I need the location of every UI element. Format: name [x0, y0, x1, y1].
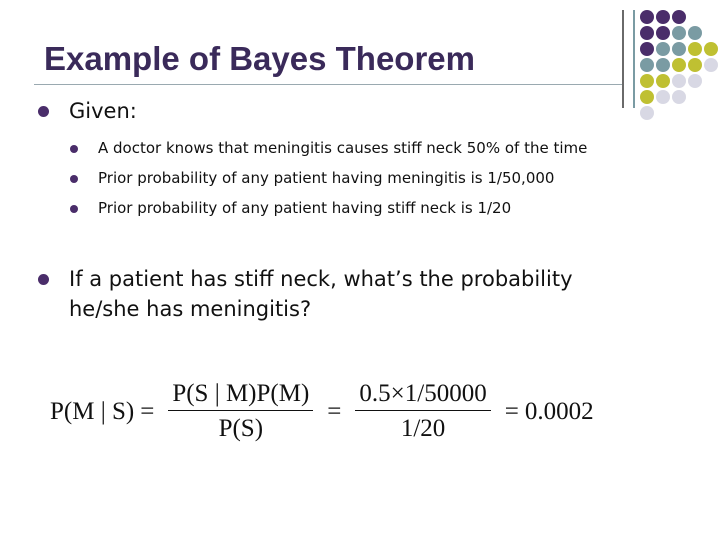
decorative-vertical-line	[622, 10, 624, 108]
decorative-dot	[672, 10, 686, 24]
decorative-dot	[640, 26, 654, 40]
decorative-dot	[656, 42, 670, 56]
decorative-dot	[640, 10, 654, 24]
given-item-text: Prior probability of any patient having meningitis is 1/50,000	[98, 169, 555, 187]
bayes-formula	[50, 380, 594, 443]
fraction-numerator: P(S | M)P(M)	[168, 380, 313, 411]
given-label: Given:	[69, 99, 137, 123]
decorative-dot	[640, 90, 654, 104]
decorative-dot	[672, 42, 686, 56]
decorative-dot	[640, 106, 654, 120]
title-underline	[34, 84, 622, 85]
decorative-dot	[688, 26, 702, 40]
decorative-dot	[688, 74, 702, 88]
formula-lhs: P(M | S)	[50, 397, 135, 425]
decorative-dot	[688, 42, 702, 56]
question-line: If a patient has stiff neck, what’s the probability	[69, 267, 573, 291]
decorative-dot	[672, 90, 686, 104]
decorative-dot	[640, 42, 654, 56]
question-line: he/she has meningitis?	[69, 297, 312, 321]
fraction-numerator: 0.5×1/50000	[355, 380, 490, 411]
slide-title: Example of Bayes Theorem	[44, 40, 475, 77]
decorative-dot	[656, 58, 670, 72]
bullet-given	[38, 96, 137, 126]
question-text	[69, 264, 573, 324]
decorative-dot	[672, 58, 686, 72]
decorative-dot	[640, 58, 654, 72]
decorative-dot	[672, 26, 686, 40]
bullet-dot	[38, 274, 49, 285]
decorative-dot	[656, 90, 670, 104]
formula-equals: =	[140, 397, 155, 425]
bullet-dot	[70, 145, 78, 153]
formula-fraction-1	[168, 380, 313, 443]
decorative-dot	[672, 74, 686, 88]
formula-equals: =	[327, 397, 342, 425]
given-item-text: A doctor knows that meningitis causes stiff neck 50% of the time	[98, 139, 588, 157]
fraction-denominator: P(S)	[218, 415, 264, 442]
decorative-vertical-line	[633, 10, 635, 108]
given-item-text: Prior probability of any patient having stiff neck is 1/20	[98, 199, 512, 217]
bullet-question	[38, 264, 573, 324]
formula-fraction-2	[355, 380, 490, 443]
given-item	[70, 197, 511, 219]
decorative-dot-grid	[640, 10, 720, 120]
decorative-dot	[688, 58, 702, 72]
bullet-dot	[70, 175, 78, 183]
bullet-dot	[38, 106, 49, 117]
decorative-dot	[656, 26, 670, 40]
formula-equals: =	[504, 397, 519, 425]
fraction-denominator: 1/20	[400, 415, 446, 442]
given-item	[70, 167, 554, 189]
formula-result: 0.0002	[524, 397, 594, 425]
decorative-dot	[704, 42, 718, 56]
decorative-dot	[640, 74, 654, 88]
decorative-dot	[656, 74, 670, 88]
given-item	[70, 137, 587, 159]
bullet-dot	[70, 205, 78, 213]
decorative-dot	[704, 58, 718, 72]
decorative-dot	[656, 10, 670, 24]
